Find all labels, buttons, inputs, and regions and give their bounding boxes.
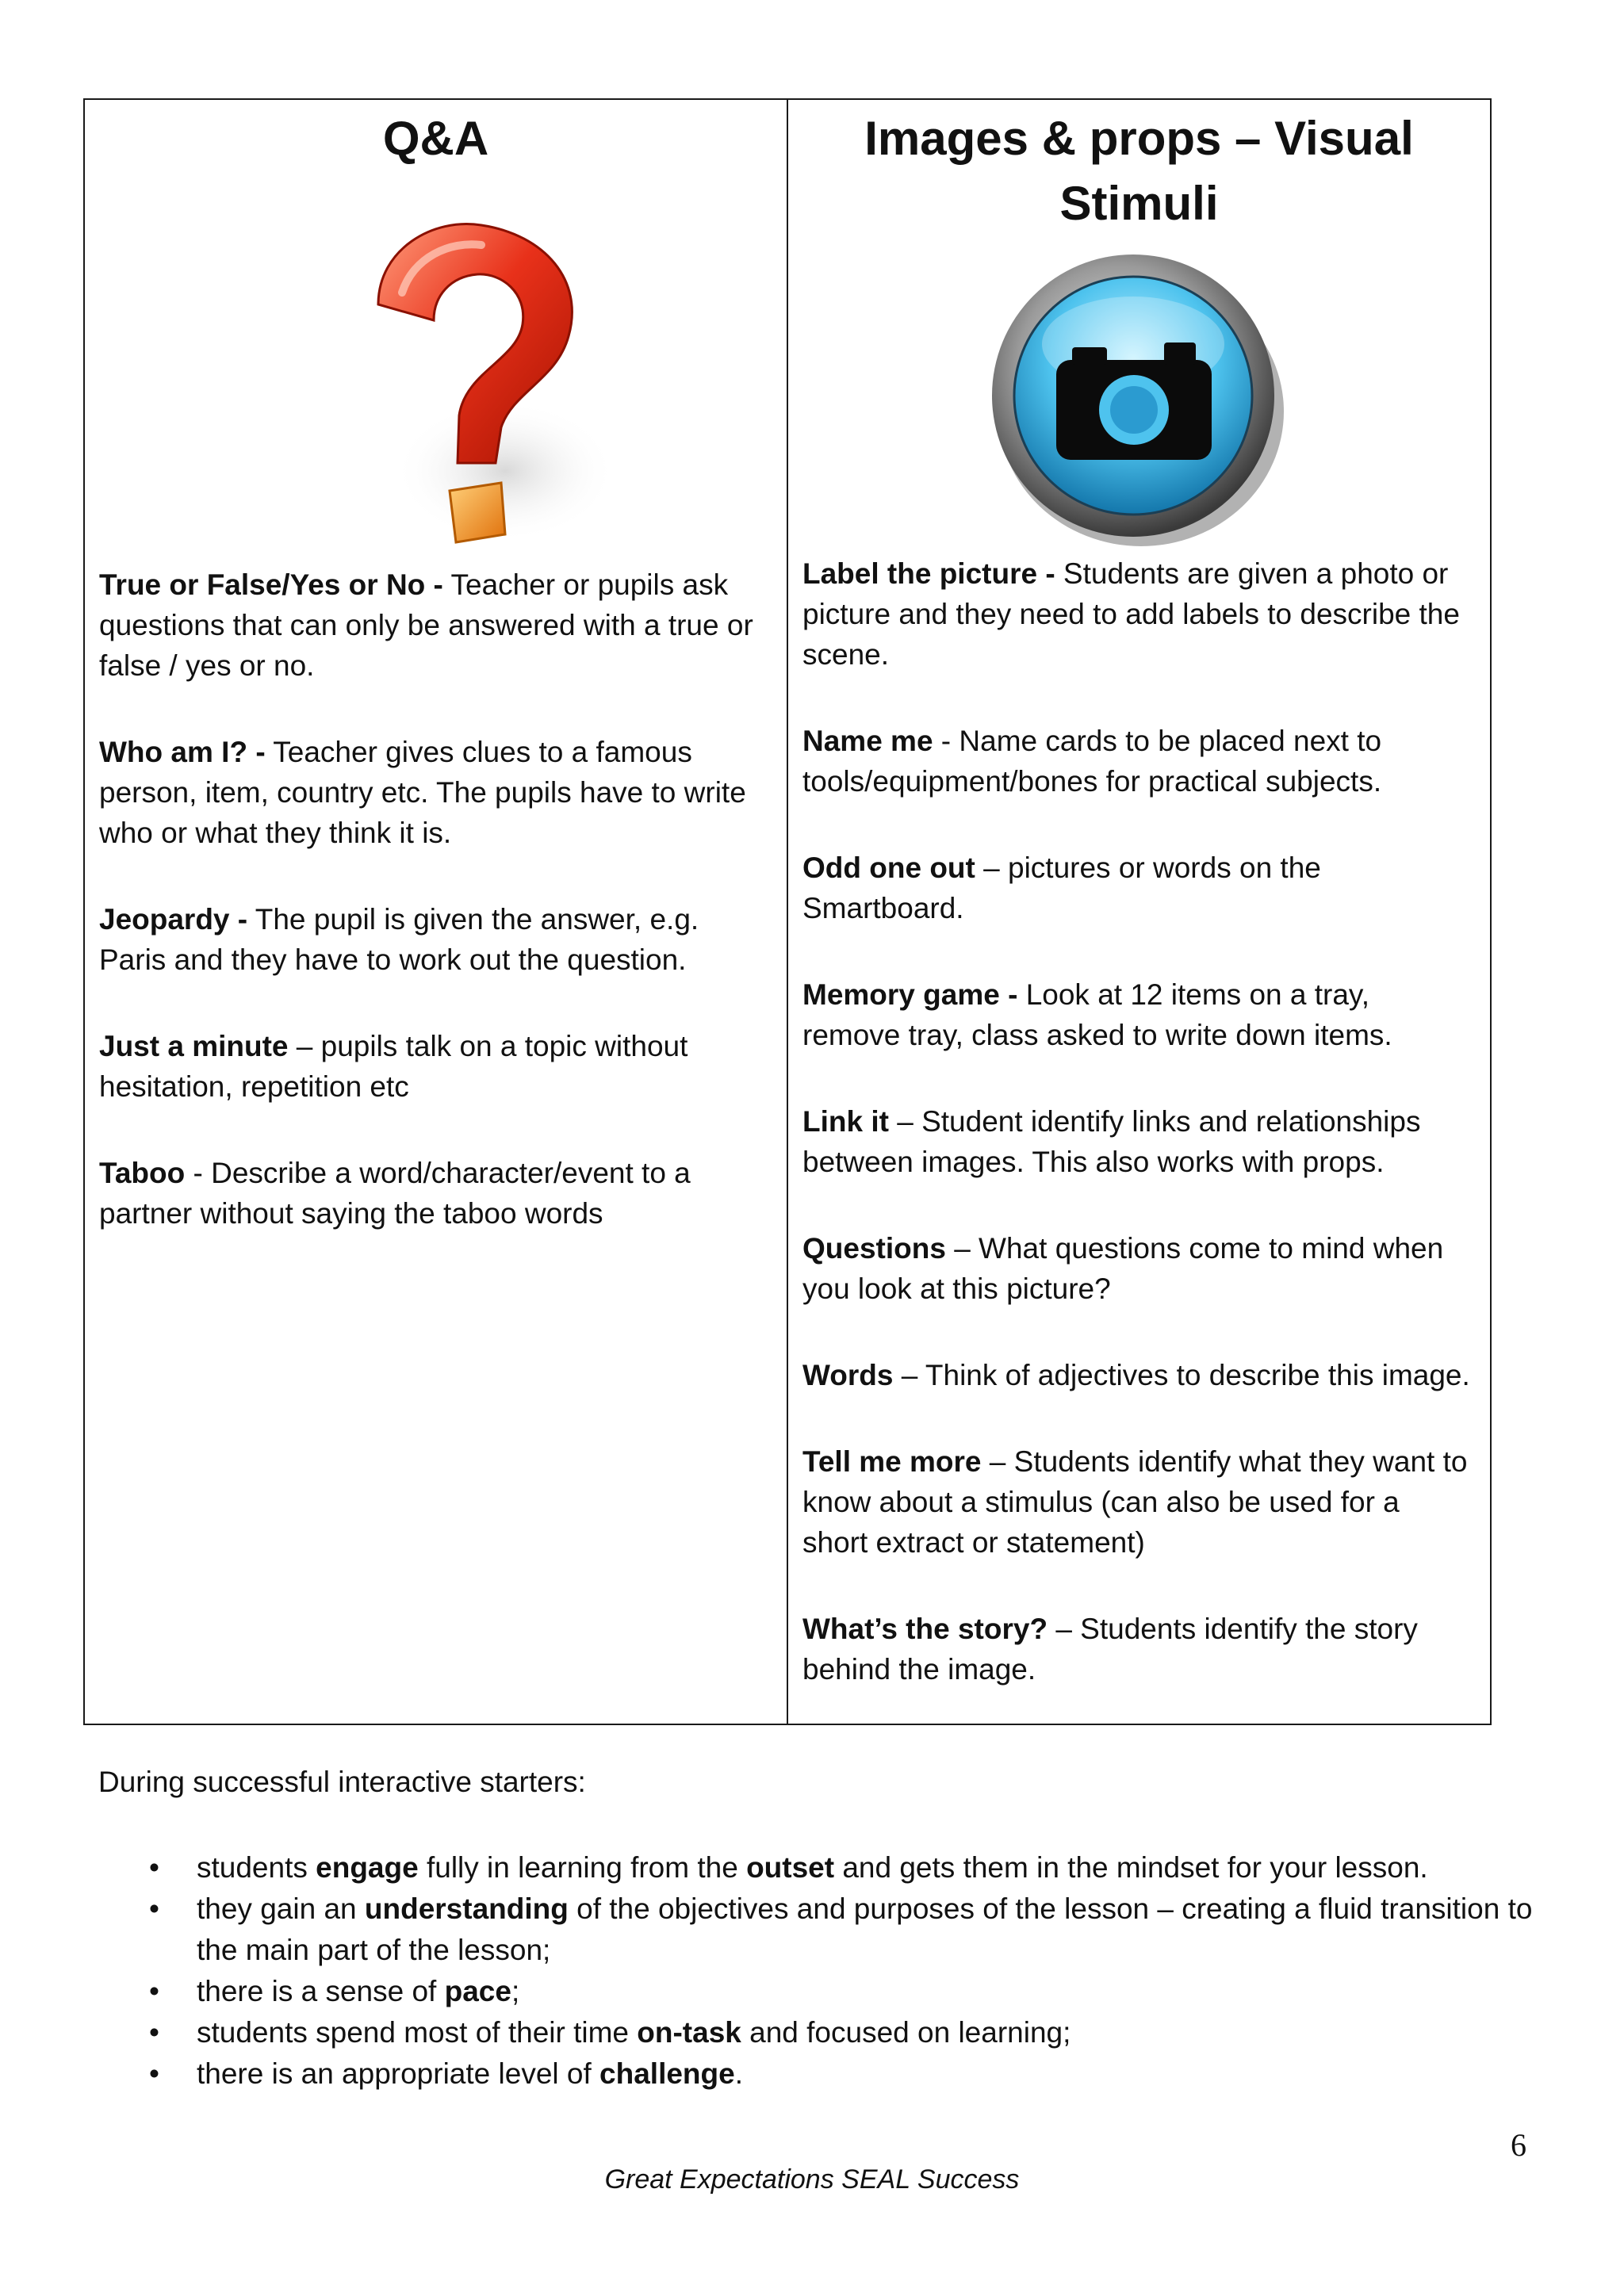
- visual-stimuli-column: [788, 100, 1490, 1724]
- vs-entry-name-me: Name me - Name cards to be placed next to tools/equipment/bones for practical subjects.: [802, 725, 1382, 798]
- qa-column: [85, 100, 788, 1724]
- qa-entry-just-a-minute: Just a minute – pupils talk on a topic without hesitation, repetition etc: [99, 1030, 688, 1103]
- starters-table: [83, 98, 1492, 1725]
- qa-entry-true-false: True or False/Yes or No - Teacher or pupils ask questions that can only be answered with a true or false / yes or no.: [99, 568, 753, 682]
- camera-icon: [986, 249, 1288, 554]
- vs-entry-tell-me-more: Tell me more – Students identify what they want to know about a stimulus (can also be used for a short extract or statement): [802, 1445, 1468, 1559]
- page-number: 6: [1511, 2127, 1526, 2163]
- vs-entry-odd-one-out: Odd one out – pictures or words on the Smartboard.: [802, 851, 1321, 924]
- benefits-list: [98, 1847, 1542, 2095]
- vs-entry-whats-the-story: What’s the story? – Students identify the story behind the image.: [802, 1613, 1418, 1686]
- vs-entry-words: Words – Think of adjectives to describe this image.: [802, 1359, 1470, 1391]
- list-item: • there is an appropriate level of challenge.: [98, 2053, 1542, 2095]
- bullet-icon: •: [149, 1851, 159, 1884]
- qa-column-title: Q&A: [382, 112, 489, 165]
- vs-entry-label-the-picture: Label the picture - Students are given a photo or picture and they need to add labels to describe the scene.: [802, 557, 1460, 671]
- page-footer: Great Expectations SEAL Success: [604, 2164, 1020, 2195]
- visual-stimuli-activity-list: [802, 553, 1471, 1689]
- list-item: • students spend most of their time on-task and focused on learning;: [98, 2012, 1542, 2053]
- question-mark-icon: [347, 217, 616, 602]
- qa-activity-list: [99, 564, 768, 1280]
- qa-entry-who-am-i: Who am I? - Teacher gives clues to a famous person, item, country etc. The pupils have to write who or what they think it is.: [99, 736, 746, 849]
- list-item: • they gain an understanding of the objectives and purposes of the lesson – creating a fluid transition to the main part of the lesson;: [98, 1888, 1542, 1971]
- list-item: • students engage fully in learning from the outset and gets them in the mindset for your lesson.: [98, 1847, 1542, 1888]
- intro-paragraph: During successful interactive starters:: [98, 1766, 586, 1798]
- bullet-icon: •: [149, 2057, 159, 2090]
- vs-entry-link-it: Link it – Student identify links and relationships between images. This also works with props.: [802, 1105, 1421, 1178]
- qa-entry-jeopardy: Jeopardy - The pupil is given the answer, e.g. Paris and they have to work out the question.: [99, 903, 699, 976]
- vs-entry-memory-game: Memory game - Look at 12 items on a tray, remove tray, class asked to write down items.: [802, 978, 1392, 1051]
- visual-stimuli-column-title: Images & props – Visual Stimuli: [864, 112, 1414, 230]
- vs-entry-questions: Questions – What questions come to mind when you look at this picture?: [802, 1232, 1444, 1305]
- bullet-icon: •: [149, 2016, 159, 2049]
- list-item: • there is a sense of pace;: [98, 1971, 1542, 2012]
- bullet-icon: •: [149, 1892, 159, 1925]
- qa-entry-taboo: Taboo - Describe a word/character/event to a partner without saying the taboo words: [99, 1157, 691, 1230]
- bullet-icon: •: [149, 1975, 159, 2007]
